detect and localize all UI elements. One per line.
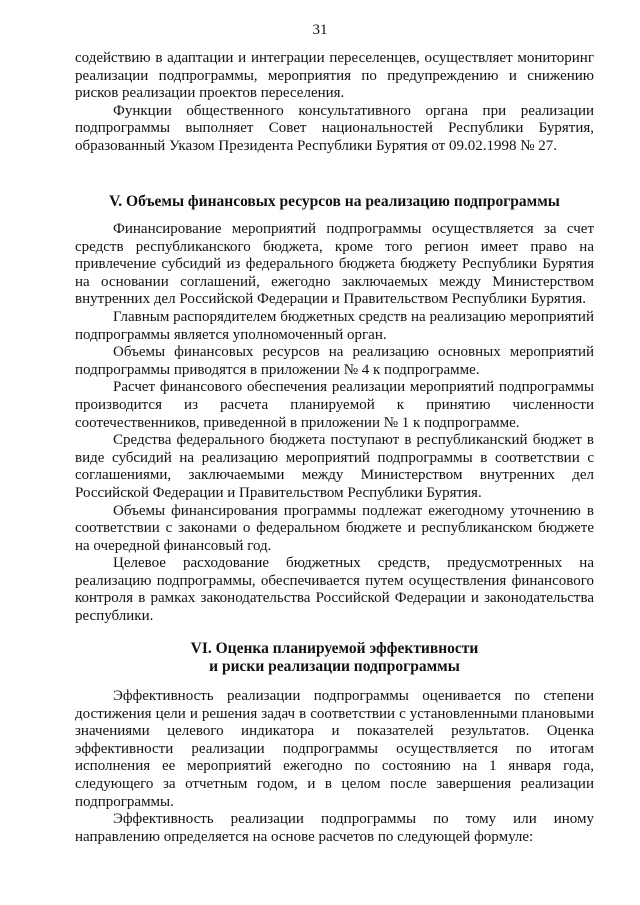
page-number: 31 <box>312 22 328 38</box>
section-6-body <box>75 688 594 846</box>
paragraph: Средства федерального бюджета поступают в республиканский бюджет в виде субсидий на реализацию мероприятий подпрограммы в соответствии с соглашениями, заключаемыми между Министерством внутренних дел Российской Федерации и Правительством Республики Бурятия. <box>75 432 594 501</box>
section-title-text: V. Объемы финансовых ресурсов на реализацию подпрограммы <box>109 193 560 210</box>
paragraph: Расчет финансового обеспечения реализации мероприятий подпрограммы производится из расчета планируемой к принятию численности соотечественников, приведенной в приложении № 1 к подпрограмме. <box>75 379 594 431</box>
paragraph: Функции общественного консультативного органа при реализации подпрограммы выполняет Совет национальностей Республики Бурятия, образованный Указом Президента Республики Бурятия от 09.02.1998 № 27. <box>75 102 594 154</box>
section-6-title <box>75 640 594 675</box>
paragraph: Объемы финансовых ресурсов на реализацию основных мероприятий подпрограммы приводятся в приложении № 4 к подпрограмме. <box>75 344 594 378</box>
paragraph: Главным распорядителем бюджетных средств на реализацию мероприятий подпрограммы является уполномоченный орган. <box>75 308 594 343</box>
paragraph: Объемы финансирования программы подлежат ежегодному уточнению в соответствии с законами о федеральном бюджете и республиканском бюджете на очередной финансовый год. <box>75 502 594 554</box>
intro-text <box>75 50 594 156</box>
section-5-title <box>75 193 594 211</box>
section-title-line-1: VI. Оценка планируемой эффективности <box>190 640 479 657</box>
paragraph: Финансирование мероприятий подпрограммы осуществляется за счет средств республиканского бюджета, кроме того регион имеет право на привлечение субсидий из федерального бюджета бюджету Республики Бурятия на основании соглашений, ежегодно заключаемых между Министерством внутренних дел Российской Федерации и Правительством Республики Бурятия. <box>75 221 594 308</box>
paragraph: содействию в адаптации и интеграции переселенцев, осуществляет мониторинг реализации подпрограммы, мероприятия по предупреждению и снижению рисков реализации проектов переселения. <box>75 50 594 102</box>
section-title-line-2: и риски реализации подпрограммы <box>209 657 460 675</box>
section-5-body <box>75 221 594 626</box>
paragraph: Эффективность реализации подпрограммы оценивается по степени достижения цели и решения задач в соответствии с установленными плановыми значениями целевого индикатора и показателей результатов. Оценка эффективности реализации подпрограммы осуществляется по итогам исполнения ее мероприятий ежегодно по состоянию на 1 января года, следующего за отчетным годом, и в целом после завершения реализации подпрограммы. <box>75 688 594 810</box>
paragraph: Эффективность реализации подпрограммы по тому или иному направлению определяется на основе расчетов по следующей формуле: <box>75 811 594 845</box>
paragraph: Целевое расходование бюджетных средств, предусмотренных на реализацию подпрограммы, обеспечивается путем осуществления финансового контроля в рамках законодательства Российской Федерации и законодательства республики. <box>75 555 594 625</box>
